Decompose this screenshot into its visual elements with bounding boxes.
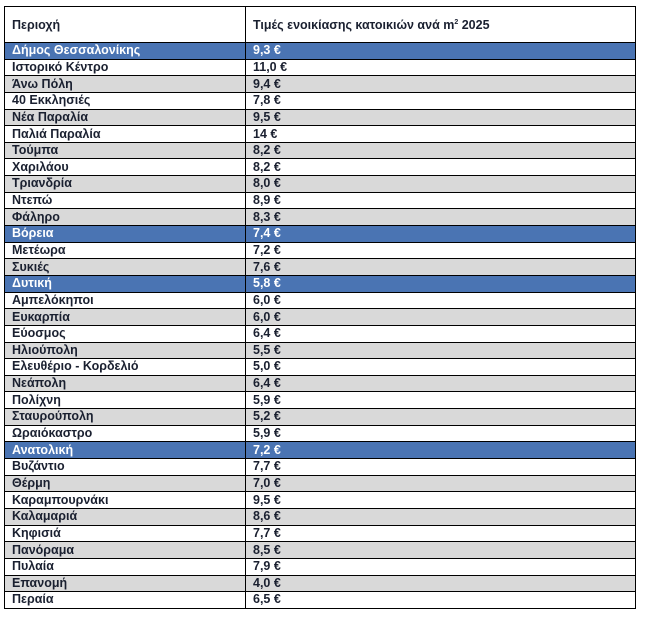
- price-cell: 5,5 €: [246, 342, 636, 359]
- price-cell: 7,0 €: [246, 475, 636, 492]
- area-cell: Ανατολική: [5, 442, 246, 459]
- table-row: [5, 392, 636, 409]
- header-price: [246, 7, 636, 43]
- region-row: [5, 275, 636, 292]
- price-cell: 7,9 €: [246, 558, 636, 575]
- table-row: [5, 459, 636, 476]
- area-cell: Φάληρο: [5, 209, 246, 226]
- price-cell: 14 €: [246, 126, 636, 143]
- price-cell: 8,5 €: [246, 542, 636, 559]
- table-row: [5, 542, 636, 559]
- table-row: [5, 575, 636, 592]
- table-row: [5, 292, 636, 309]
- area-cell: Μετέωρα: [5, 242, 246, 259]
- area-cell: Εύοσμος: [5, 325, 246, 342]
- table-row: [5, 159, 636, 176]
- price-cell: 6,5 €: [246, 592, 636, 609]
- area-cell: Πολίχνη: [5, 392, 246, 409]
- header-area: Περιοχή: [5, 7, 246, 43]
- table-row: [5, 558, 636, 575]
- table-row: [5, 425, 636, 442]
- table-row: [5, 525, 636, 542]
- price-cell: 5,2 €: [246, 409, 636, 426]
- header-price-year: 2025: [458, 17, 490, 32]
- table-row: [5, 142, 636, 159]
- area-cell: Δυτική: [5, 275, 246, 292]
- area-cell: Χαριλάου: [5, 159, 246, 176]
- price-cell: 7,8 €: [246, 92, 636, 109]
- table-row: [5, 592, 636, 609]
- area-cell: Καλαμαριά: [5, 508, 246, 525]
- area-cell: Βόρεια: [5, 226, 246, 243]
- price-cell: 6,0 €: [246, 309, 636, 326]
- price-cell: 6,4 €: [246, 325, 636, 342]
- price-cell: 8,6 €: [246, 508, 636, 525]
- area-cell: Νέα Παραλία: [5, 109, 246, 126]
- rent-prices-table: [4, 6, 636, 609]
- header-price-label: Τιμές ενοικίασης κατοικιών ανά m: [253, 17, 455, 32]
- table-row: [5, 475, 636, 492]
- area-cell: Επανομή: [5, 575, 246, 592]
- area-cell: Ωραιόκαστρο: [5, 425, 246, 442]
- table-row: [5, 259, 636, 276]
- table-row: [5, 325, 636, 342]
- price-cell: 9,5 €: [246, 109, 636, 126]
- area-cell: Κηφισιά: [5, 525, 246, 542]
- area-cell: Νεάπολη: [5, 375, 246, 392]
- area-cell: Παλιά Παραλία: [5, 126, 246, 143]
- price-cell: 6,0 €: [246, 292, 636, 309]
- region-row: [5, 43, 636, 60]
- area-cell: Θέρμη: [5, 475, 246, 492]
- price-cell: 8,0 €: [246, 176, 636, 193]
- price-cell: 4,0 €: [246, 575, 636, 592]
- price-cell: 5,9 €: [246, 392, 636, 409]
- table-row: [5, 176, 636, 193]
- area-cell: Πυλαία: [5, 558, 246, 575]
- table-row: [5, 309, 636, 326]
- header-price-sup: 2: [454, 18, 459, 26]
- area-cell: Ηλιούπολη: [5, 342, 246, 359]
- table-row: [5, 508, 636, 525]
- table-row: [5, 209, 636, 226]
- table-row: [5, 126, 636, 143]
- price-cell: 8,9 €: [246, 192, 636, 209]
- price-cell: 7,7 €: [246, 459, 636, 476]
- price-cell: 6,4 €: [246, 375, 636, 392]
- price-cell: 7,2 €: [246, 442, 636, 459]
- price-cell: 8,2 €: [246, 142, 636, 159]
- area-cell: Τριανδρία: [5, 176, 246, 193]
- area-cell: Περαία: [5, 592, 246, 609]
- price-cell: 7,4 €: [246, 226, 636, 243]
- area-cell: Πανόραμα: [5, 542, 246, 559]
- area-cell: 40 Εκκλησιές: [5, 92, 246, 109]
- area-cell: Συκιές: [5, 259, 246, 276]
- price-cell: 9,5 €: [246, 492, 636, 509]
- region-row: [5, 442, 636, 459]
- area-cell: Σταυρούπολη: [5, 409, 246, 426]
- price-cell: 5,9 €: [246, 425, 636, 442]
- table-row: [5, 409, 636, 426]
- area-cell: Αμπελόκηποι: [5, 292, 246, 309]
- price-cell: 5,8 €: [246, 275, 636, 292]
- area-cell: Βυζάντιο: [5, 459, 246, 476]
- price-cell: 7,7 €: [246, 525, 636, 542]
- table-header-row: [5, 7, 636, 43]
- price-cell: 11,0 €: [246, 59, 636, 76]
- table-row: [5, 109, 636, 126]
- table-row: [5, 59, 636, 76]
- price-cell: 9,3 €: [246, 43, 636, 60]
- area-cell: Ιστορικό Κέντρο: [5, 59, 246, 76]
- price-cell: 7,2 €: [246, 242, 636, 259]
- price-cell: 5,0 €: [246, 359, 636, 376]
- area-cell: Ντεπώ: [5, 192, 246, 209]
- area-cell: Καραμπουρνάκι: [5, 492, 246, 509]
- table-row: [5, 192, 636, 209]
- table-row: [5, 492, 636, 509]
- region-row: [5, 226, 636, 243]
- price-cell: 8,3 €: [246, 209, 636, 226]
- area-cell: Ευκαρπία: [5, 309, 246, 326]
- table-row: [5, 242, 636, 259]
- area-cell: Δήμος Θεσσαλονίκης: [5, 43, 246, 60]
- price-cell: 9,4 €: [246, 76, 636, 93]
- area-cell: Άνω Πόλη: [5, 76, 246, 93]
- table-row: [5, 375, 636, 392]
- table-row: [5, 76, 636, 93]
- area-cell: Ελευθέριο - Κορδελιό: [5, 359, 246, 376]
- area-cell: Τούμπα: [5, 142, 246, 159]
- table-row: [5, 359, 636, 376]
- price-cell: 7,6 €: [246, 259, 636, 276]
- table-row: [5, 342, 636, 359]
- table-row: [5, 92, 636, 109]
- price-cell: 8,2 €: [246, 159, 636, 176]
